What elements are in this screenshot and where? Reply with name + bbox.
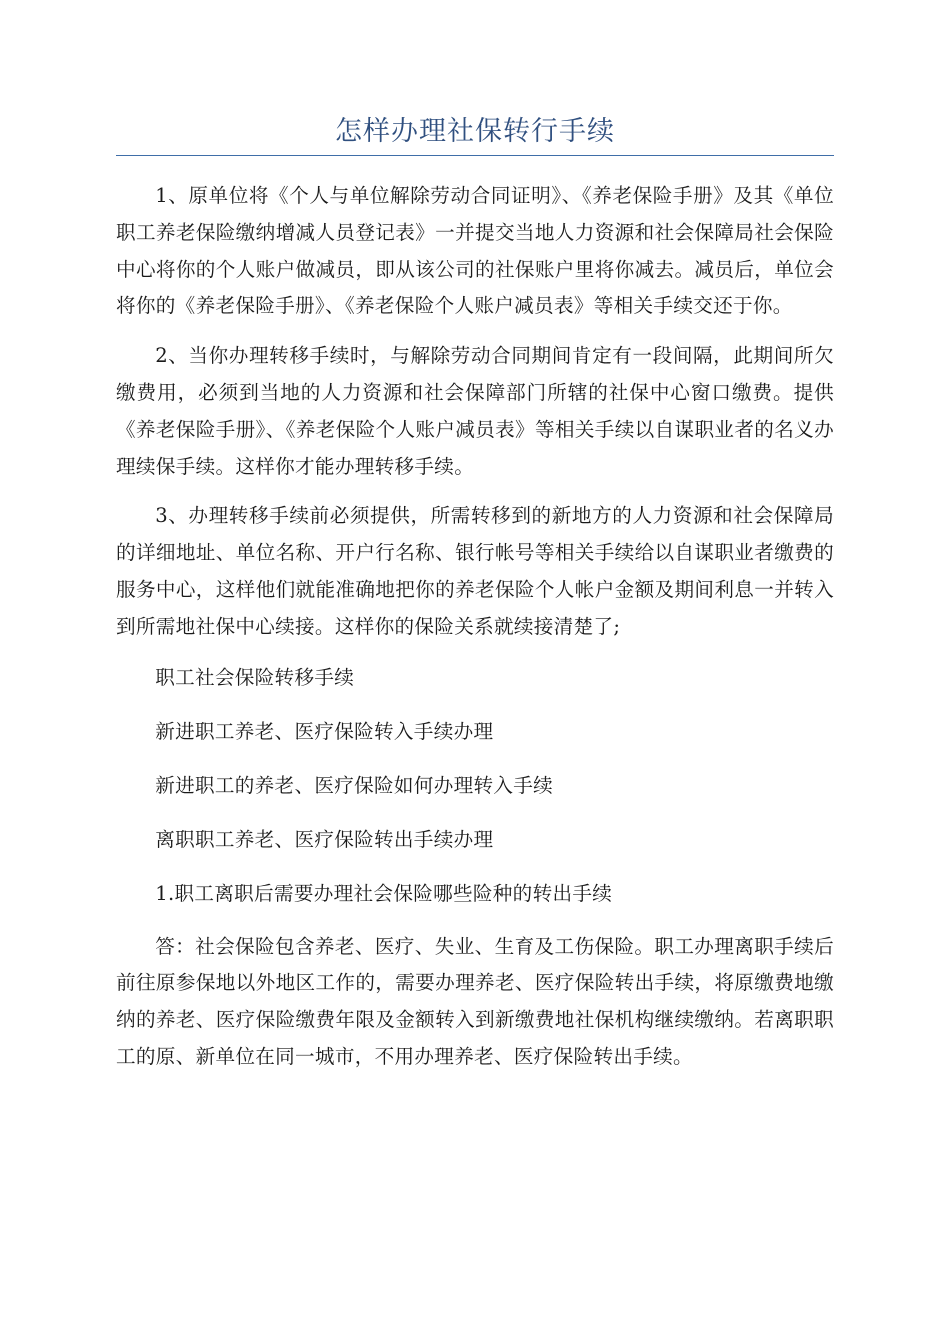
question-1: 1.职工离职后需要办理社会保险哪些险种的转出手续 <box>155 881 613 905</box>
heading-new-employee-how-to-transfer-in: 新进职工的养老、医疗保险如何办理转入手续 <box>155 773 554 797</box>
paragraph-step-1: 1、原单位将《个人与单位解除劳动合同证明》、《养老保险手册》及其《单位职工养老保险缴纳增减人员登记表》一并提交当地人力资源和社会保障局社会保险中心将你的个人账户做减员，即从该公司的社保账户里将你减去。减员后，单位会将你的《养老保险手册》、《养老保险个人账户减员表》等相关手续交还于你。 <box>116 184 834 318</box>
paragraph-step-2: 2、当你办理转移手续时，与解除劳动合同期间肯定有一段间隔，此期间所欠缴费用，必须到当地的人力资源和社会保障部门所辖的社保中心窗口缴费。提供《养老保险手册》、《养老保险个人账户减员表》等相关手续以自谋职业者的名义办理续保手续。这样你才能办理转移手续。 <box>116 344 834 478</box>
heading-departing-employee-transfer-out: 离职职工养老、医疗保险转出手续办理 <box>155 827 494 851</box>
title-underline <box>116 155 834 156</box>
document-page <box>116 110 834 1089</box>
paragraph-step-3: 3、办理转移手续前必须提供，所需转移到的新地方的人力资源和社会保障局的详细地址、单位名称、开户行名称、银行帐号等相关手续给以自谋职业者缴费的服务中心，这样他们就能准确地把你的养老保险个人帐户金额及期间利息一并转入到所需地社保中心续接。这样你的保险关系就续接清楚了; <box>116 504 834 638</box>
heading-transfer-procedures: 职工社会保险转移手续 <box>155 665 355 689</box>
answer-paragraph: 答：社会保险包含养老、医疗、失业、生育及工伤保险。职工办理离职手续后前往原参保地以外地区工作的，需要办理养老、医疗保险转出手续，将原缴费地缴纳的养老、医疗保险缴费年限及金额转入到新缴费地社保机构继续缴纳。若离职职工的原、新单位在同一城市，不用办理养老、医疗保险转出手续。 <box>116 934 834 1068</box>
document-title: 怎样办理社保转行手续 <box>335 116 615 147</box>
heading-new-employee-transfer-in: 新进职工养老、医疗保险转入手续办理 <box>155 719 494 743</box>
